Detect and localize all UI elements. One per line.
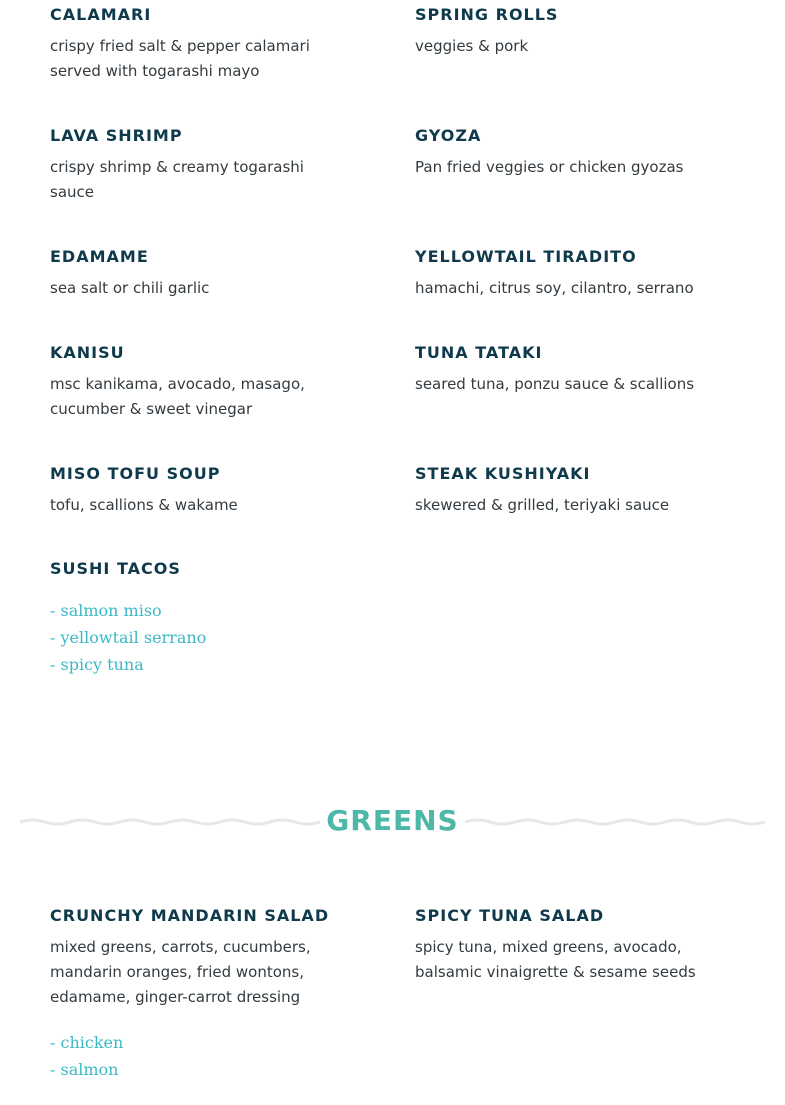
menu-item-calamari	[50, 5, 350, 84]
menu-item-kanisu	[50, 343, 350, 422]
item-name: CALAMARI	[50, 5, 152, 24]
item-name: EDAMAME	[50, 247, 149, 266]
item-name: CRUNCHY MANDARIN SALAD	[50, 906, 330, 925]
item-description: spicy tuna, mixed greens, avocado, balsamic vinaigrette & sesame seeds	[415, 938, 696, 981]
menu-item-gyoza	[415, 126, 745, 180]
menu-item-edamame	[50, 247, 350, 301]
item-name: YELLOWTAIL TIRADITO	[415, 247, 637, 266]
option-chicken: - chicken	[50, 1033, 124, 1052]
mandarin-salad-options	[50, 1029, 123, 1083]
item-name: MISO TOFU SOUP	[50, 464, 221, 483]
item-name: GYOZA	[415, 126, 482, 145]
option-salmon-miso: - salmon miso	[50, 601, 162, 620]
item-name: TUNA TATAKI	[415, 343, 543, 362]
item-name: SPRING ROLLS	[415, 5, 559, 24]
item-name: SUSHI TACOS	[50, 559, 181, 578]
menu-item-crunchy-mandarin-salad	[50, 906, 350, 1010]
item-name: LAVA SHRIMP	[50, 126, 183, 145]
option-spicy-tuna: - spicy tuna	[50, 655, 144, 674]
option-salmon: - salmon	[50, 1060, 119, 1079]
menu-item-yellowtail-tiradito	[415, 247, 745, 301]
item-description: seared tuna, ponzu sauce & scallions	[415, 375, 695, 393]
item-description: veggies & pork	[415, 37, 529, 55]
item-name: SPICY TUNA SALAD	[415, 906, 605, 925]
item-description: skewered & grilled, teriyaki sauce	[415, 496, 670, 514]
menu-item-tuna-tataki	[415, 343, 745, 397]
item-description: crispy shrimp & creamy togarashi sauce	[50, 158, 304, 201]
item-description: crispy fried salt & pepper calamari served with togarashi mayo	[50, 37, 310, 80]
sushi-tacos-options	[50, 597, 206, 678]
item-name: KANISU	[50, 343, 125, 362]
item-name: STEAK KUSHIYAKI	[415, 464, 591, 483]
item-description: tofu, scallions & wakame	[50, 496, 238, 514]
menu-item-sushi-tacos	[50, 559, 350, 579]
menu-item-spicy-tuna-salad	[415, 906, 745, 985]
menu-item-miso-tofu-soup	[50, 464, 350, 518]
wave-divider-right	[465, 813, 765, 831]
item-description: mixed greens, carrots, cucumbers, mandarin oranges, fried wontons, edamame, ginger-carrot dressing	[50, 938, 311, 1006]
menu-item-lava-shrimp	[50, 126, 350, 205]
item-description: hamachi, citrus soy, cilantro, serrano	[415, 279, 694, 297]
section-title-greens: GREENS	[326, 804, 459, 837]
item-description: msc kanikama, avocado, masago, cucumber & sweet vinegar	[50, 375, 305, 418]
menu-item-steak-kushiyaki	[415, 464, 745, 518]
item-description: Pan fried veggies or chicken gyozas	[415, 158, 684, 176]
option-yellowtail-serrano: - yellowtail serrano	[50, 628, 207, 647]
item-description: sea salt or chili garlic	[50, 279, 210, 297]
menu-item-spring-rolls	[415, 5, 745, 59]
